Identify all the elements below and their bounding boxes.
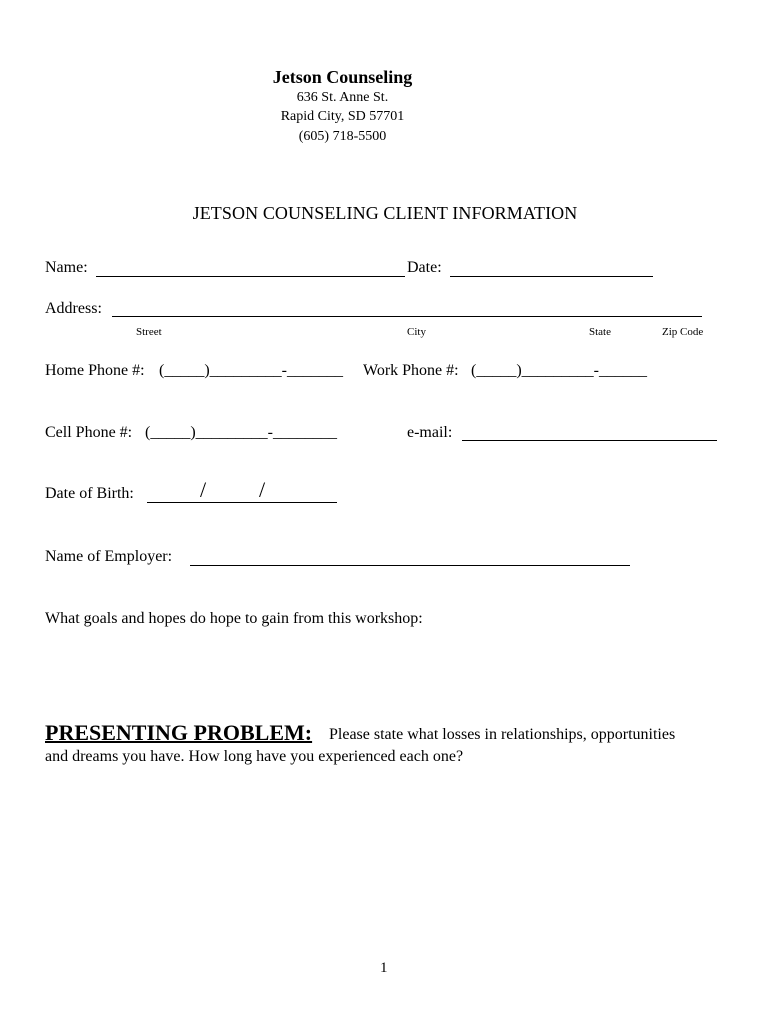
organization-street: 636 St. Anne St. xyxy=(296,90,389,105)
address-label: Address: xyxy=(45,300,102,317)
goals-question: What goals and hopes do hope to gain from this workshop: xyxy=(45,610,423,627)
presenting-problem-text-line1: Please state what losses in relationships, opportunities xyxy=(329,726,676,743)
organization-phone: (605) 718-5500 xyxy=(298,129,387,144)
cell-phone-field[interactable]: (_____)_________-________ xyxy=(145,424,337,441)
presenting-problem-heading: PRESENTING PROBLEM: xyxy=(45,720,313,745)
work-phone-field[interactable]: (_____)_________-______ xyxy=(471,362,647,379)
dob-field[interactable] xyxy=(147,502,337,503)
dob-separator-2: / xyxy=(259,477,266,502)
page-number: 1 xyxy=(380,960,388,976)
date-field[interactable] xyxy=(450,276,653,277)
name-field[interactable] xyxy=(96,276,405,277)
date-label: Date: xyxy=(407,259,442,276)
email-field[interactable] xyxy=(462,440,717,441)
address-caption-zip: Zip Code xyxy=(662,326,704,338)
home-phone-field[interactable]: (_____)_________-_______ xyxy=(159,362,343,379)
address-field[interactable] xyxy=(112,316,702,317)
work-phone-label: Work Phone #: xyxy=(363,362,459,379)
name-label: Name: xyxy=(45,259,88,276)
dob-separator-1: / xyxy=(200,477,207,502)
address-caption-street: Street xyxy=(136,326,162,338)
dob-label: Date of Birth: xyxy=(45,485,134,502)
organization-name: Jetson Counseling xyxy=(272,67,413,87)
address-caption-state: State xyxy=(589,326,611,338)
email-label: e-mail: xyxy=(407,424,453,441)
home-phone-label: Home Phone #: xyxy=(45,362,145,379)
address-caption-city: City xyxy=(407,326,426,338)
employer-field[interactable] xyxy=(190,565,630,566)
cell-phone-label: Cell Phone #: xyxy=(45,424,133,441)
form-title: JETSON COUNSELING CLIENT INFORMATION xyxy=(192,203,578,223)
employer-label: Name of Employer: xyxy=(45,548,173,565)
organization-city-state-zip: Rapid City, SD 57701 xyxy=(280,109,405,124)
presenting-problem-text-line2: and dreams you have. How long have you experienced each one? xyxy=(45,748,464,765)
